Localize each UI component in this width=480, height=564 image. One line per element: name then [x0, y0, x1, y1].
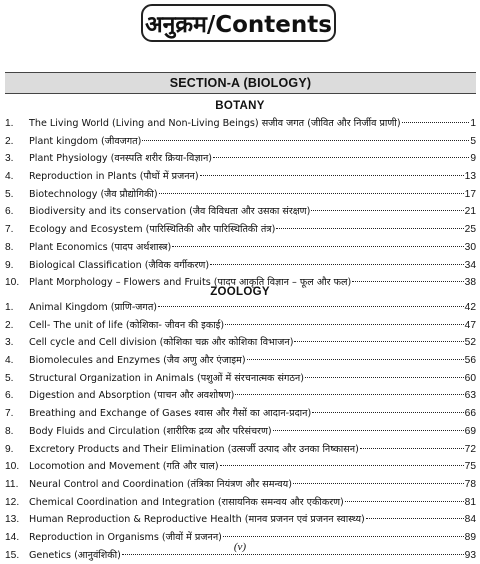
toc-entry	[0, 186, 480, 204]
toc-entry-number: 11.	[5, 478, 19, 490]
toc-entry-title: Biotechnology (जैव प्रौद्योगिकी)	[29, 188, 158, 200]
toc-entry	[0, 203, 480, 221]
toc-entry-number: 4.	[5, 171, 14, 183]
toc-entry-title: Cell cycle and Cell division (कोशिका चक्र और कोशिका विभाजन)	[29, 337, 294, 349]
toc-entry-title: Biological Classification (जैविक वर्गीकरण)	[29, 259, 210, 271]
dot-leader	[122, 554, 464, 555]
toc-entry	[0, 299, 480, 317]
toc-entry-number: 2.	[5, 135, 14, 147]
botany-toc-list	[0, 115, 480, 292]
dot-leader	[213, 157, 469, 158]
dot-leader	[276, 228, 463, 229]
toc-entry-number: 8.	[5, 241, 14, 253]
toc-entry-number: 12.	[5, 496, 20, 508]
botany-heading: BOTANY	[215, 100, 265, 112]
toc-entry-title: Genetics (आनुवंशिकी)	[29, 549, 121, 561]
toc-entry-number: 8.	[5, 425, 14, 437]
toc-entry	[0, 115, 480, 133]
toc-entry	[0, 441, 480, 459]
toc-entry	[0, 221, 480, 239]
dot-leader	[172, 246, 463, 247]
toc-entry-title: Biodiversity and its conservation (जैव विविधता और उसका संरक्षण)	[29, 206, 311, 218]
page-title: अनुक्रम/Contents	[141, 4, 336, 42]
toc-entry-title: Biomolecules and Enzymes (जैव अणु और एंजाइम)	[29, 355, 246, 367]
dot-leader	[210, 264, 464, 265]
dot-leader	[223, 536, 464, 537]
toc-entry-title: Human Reproduction & Reproductive Health (मानव प्रजनन एवं प्रजनन स्वास्थ्य)	[29, 514, 365, 526]
toc-entry-title: Breathing and Exchange of Gases श्वास और गैसों का आदान-प्रदान)	[29, 408, 312, 420]
dot-leader	[247, 359, 464, 360]
zoology-heading: ZOOLOGY	[210, 286, 270, 298]
toc-entry-number: 3.	[5, 337, 14, 349]
toc-entry	[0, 458, 480, 476]
toc-entry-number: 9.	[5, 259, 14, 271]
section-heading: SECTION-A (BIOLOGY)	[5, 72, 476, 94]
toc-entry-number: 2.	[5, 319, 14, 331]
dot-leader	[352, 281, 463, 282]
toc-entry-page: 66	[464, 408, 476, 420]
toc-entry-title: Body Fluids and Circulation (शारीरिक द्रव्य और परिसंचरण)	[29, 425, 272, 437]
toc-entry-page: 60	[464, 372, 476, 384]
toc-entry-page: 34	[464, 259, 476, 271]
dot-leader	[311, 210, 463, 211]
toc-entry-page: 93	[464, 549, 476, 561]
zoology-toc-list	[0, 299, 480, 564]
dot-leader	[402, 122, 470, 123]
toc-entry-title: Cell- The unit of life (कोशिका- जीवन की इकाई)	[29, 319, 225, 331]
toc-entry-page: 13	[464, 171, 476, 183]
toc-entry-page: 47	[464, 319, 476, 331]
toc-entry-page: 63	[464, 390, 476, 402]
toc-entry-page: 5	[470, 135, 476, 147]
toc-entry-number: 13.	[5, 514, 20, 526]
toc-entry-title: Reproduction in Organisms (जीवों में प्रजनन)	[29, 531, 222, 543]
toc-entry-title: Neural Control and Coordination (तंत्रिका नियंत्रण और समन्वय)	[29, 478, 292, 490]
dot-leader	[273, 430, 464, 431]
dot-leader	[366, 518, 464, 519]
dot-leader	[305, 377, 464, 378]
toc-entry-title: Plant Morphology – Flowers and Fruits (पादप आकृति विज्ञान – फूल और फल)	[29, 277, 352, 289]
toc-entry-number: 10.	[5, 277, 20, 289]
toc-entry-title: The Living World (Living and Non-Living Beings) सजीव जगत (जीवित और निर्जीव प्राणी)	[29, 118, 401, 129]
toc-entry-title: Reproduction in Plants (पौधों में प्रजनन)	[29, 171, 199, 183]
toc-entry-page: 75	[464, 461, 476, 473]
toc-entry-number: 9.	[5, 443, 14, 455]
dot-leader	[158, 306, 464, 307]
toc-entry-page: 69	[464, 425, 476, 437]
toc-entry-number: 7.	[5, 408, 14, 420]
toc-entry-page: 42	[464, 302, 476, 313]
toc-entry	[0, 405, 480, 423]
toc-entry-page: 81	[464, 496, 476, 508]
toc-entry-page: 9	[470, 153, 476, 165]
toc-entry-page: 25	[464, 224, 476, 236]
toc-entry-page: 72	[464, 443, 476, 455]
dot-leader	[225, 324, 464, 325]
toc-entry-number: 15.	[5, 549, 20, 561]
toc-entry	[0, 494, 480, 512]
toc-entry-number: 10.	[5, 461, 20, 473]
toc-entry	[0, 150, 480, 168]
dot-leader	[159, 193, 464, 194]
dot-leader	[312, 412, 463, 413]
dot-leader	[200, 175, 464, 176]
toc-entry-number: 3.	[5, 153, 14, 165]
toc-entry-title: Plant Economics (पादप अर्थशास्त्र)	[29, 241, 172, 253]
dot-leader	[142, 140, 469, 141]
toc-entry-page: 17	[464, 188, 476, 200]
toc-entry-title: Chemical Coordination and Integration (रासायनिक समन्वय और एकीकरण)	[29, 496, 344, 508]
toc-entry-title: Digestion and Absorption (पाचन और अवशोषण)	[29, 390, 235, 402]
toc-entry-page: 1	[470, 118, 476, 129]
dot-leader	[293, 483, 464, 484]
toc-entry-title: Ecology and Ecosystem (पारिस्थितिकी और पारिस्थितिकी तंत्र)	[29, 224, 276, 236]
dot-leader	[360, 448, 464, 449]
toc-entry-number: 6.	[5, 206, 14, 218]
toc-entry	[0, 511, 480, 529]
toc-entry-title: Animal Kingdom (प्राणि-जगत)	[29, 302, 158, 313]
toc-entry-number: 1.	[5, 302, 14, 313]
toc-entry	[0, 257, 480, 275]
dot-leader	[220, 465, 464, 466]
toc-entry-title: Excretory Products and Their Elimination (उत्सर्जी उत्पाद और उनका निष्कासन)	[29, 443, 359, 455]
toc-entry-number: 6.	[5, 390, 14, 402]
toc-entry-title: Plant kingdom (जीवजगत)	[29, 135, 142, 147]
toc-entry-title: Locomotion and Movement (गति और चाल)	[29, 461, 219, 473]
toc-entry-page: 21	[464, 206, 476, 218]
dot-leader	[345, 501, 464, 502]
toc-entry-number: 4.	[5, 355, 14, 367]
toc-entry	[0, 317, 480, 335]
toc-entry	[0, 423, 480, 441]
toc-entry-page: 78	[464, 478, 476, 490]
toc-entry-page: 30	[464, 241, 476, 253]
toc-entry-page: 89	[464, 531, 476, 543]
toc-entry	[0, 352, 480, 370]
toc-entry	[0, 370, 480, 388]
toc-entry	[0, 239, 480, 257]
toc-entry	[0, 334, 480, 352]
toc-entry-page: 38	[464, 277, 476, 289]
toc-entry	[0, 476, 480, 494]
toc-entry-page: 52	[464, 337, 476, 349]
page-number-footer: (v)	[233, 541, 247, 553]
toc-entry	[0, 133, 480, 151]
toc-entry-number: 5.	[5, 188, 14, 200]
toc-entry	[0, 168, 480, 186]
toc-entry-number: 7.	[5, 224, 14, 236]
toc-entry-number: 1.	[5, 118, 14, 129]
toc-entry-page: 56	[464, 355, 476, 367]
toc-entry-title: Plant Physiology (वनस्पति शरीर क्रिया-विज्ञान)	[29, 153, 213, 165]
toc-entry-number: 14.	[5, 531, 20, 543]
dot-leader	[235, 394, 463, 395]
toc-entry-page: 84	[464, 514, 476, 526]
toc-entry-title: Structural Organization in Animals (पशुओं में संरचनात्मक संगठन)	[29, 372, 305, 384]
toc-entry	[0, 387, 480, 405]
toc-entry-number: 5.	[5, 372, 14, 384]
dot-leader	[294, 341, 463, 342]
